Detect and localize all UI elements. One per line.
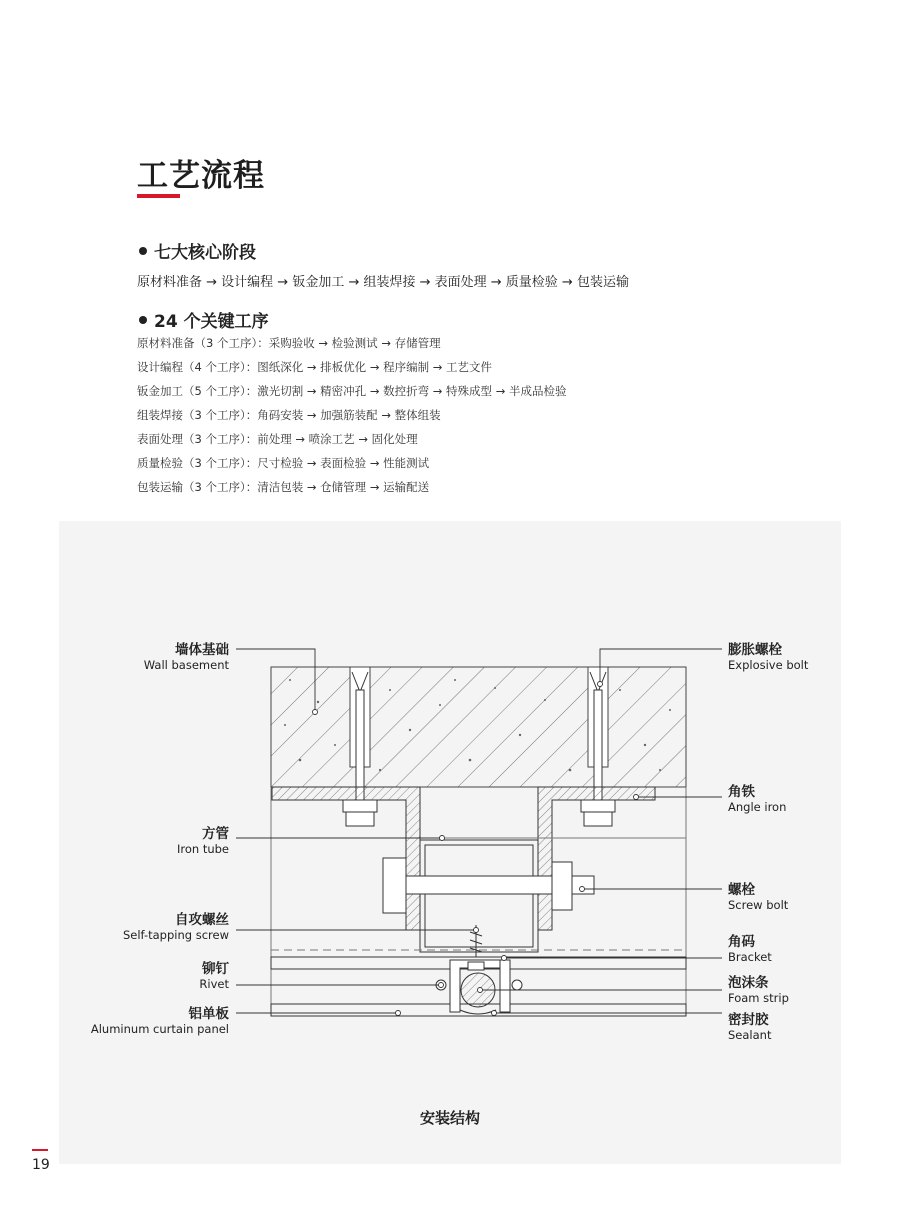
label-cn: 泡沫条 <box>728 975 769 991</box>
label-cn: 铝单板 <box>188 1006 229 1022</box>
label-cn: 方管 <box>202 826 229 842</box>
page-title: 工艺流程 <box>137 158 265 194</box>
label-cn: 螺栓 <box>728 882 755 898</box>
label-en: Iron tube <box>176 842 229 856</box>
process-step-1: 原材料准备（3 个工序）：采购验收 → 检验测试 → 存储管理 <box>137 336 441 350</box>
label-en: Screw bolt <box>728 898 789 912</box>
label-wall-basement <box>144 642 229 673</box>
label-en: Aluminum curtain panel <box>90 1022 229 1036</box>
label-en: Self-tapping screw <box>122 928 229 942</box>
label-screw-bolt <box>728 882 788 913</box>
diagram-caption: 安装结构 <box>419 1109 480 1127</box>
label-cn: 角铁 <box>728 784 755 800</box>
panel-joint-shape <box>271 957 686 1016</box>
label-foam-strip <box>728 975 789 1006</box>
stages-flow: 原材料准备 → 设计编程 → 钣金加工 → 组装焊接 → 表面处理 → 质量检验 → 包装运输 <box>137 275 629 290</box>
label-en: Rivet <box>199 977 229 991</box>
process-step-6: 质量检验（3 个工序）：尺寸检验 → 表面检验 → 性能测试 <box>137 456 430 470</box>
label-cn: 铆钉 <box>202 961 229 977</box>
process-step-7: 包装运输（3 个工序）：清洁包装 → 仓储管理 → 运输配送 <box>137 480 430 494</box>
process-step-4: 组装焊接（3 个工序）：角码安装 → 加强筋装配 → 整体组装 <box>137 408 441 422</box>
label-en: Explosive bolt <box>728 658 809 672</box>
page-number: 19 <box>32 1157 50 1173</box>
label-aluminum-panel <box>91 1006 229 1037</box>
stages-heading-text: 七大核心阶段 <box>154 243 256 263</box>
label-sealant <box>728 1012 771 1043</box>
label-rivet <box>199 961 229 992</box>
processes-heading-text: 24 个关键工序 <box>154 312 269 332</box>
label-en: Angle iron <box>728 800 787 814</box>
label-iron-tube <box>177 826 229 857</box>
label-en: Sealant <box>728 1028 772 1042</box>
label-cn: 密封胶 <box>728 1012 769 1028</box>
label-bracket <box>728 934 772 965</box>
wall-basement-shape <box>271 667 686 787</box>
process-step-5: 表面处理（3 个工序）：前处理 → 喷涂工艺 → 固化处理 <box>137 432 418 446</box>
process-step-2: 设计编程（4 个工序）：图纸深化 → 排板优化 → 程序编制 → 工艺文件 <box>137 360 493 374</box>
label-cn: 膨胀螺栓 <box>728 642 782 658</box>
label-cn: 角码 <box>728 934 755 950</box>
label-angle-iron <box>728 784 786 815</box>
label-en: Bracket <box>728 950 772 964</box>
label-en: Foam strip <box>728 991 789 1005</box>
label-en: Wall basement <box>143 658 229 672</box>
page-number-accent <box>32 1149 48 1151</box>
label-self-tapping-screw <box>123 912 229 943</box>
process-step-3: 钣金加工（5 个工序）：激光切割 → 精密冲孔 → 数控折弯 → 特殊成型 → 半成品检验 <box>137 384 567 398</box>
label-explosive-bolt <box>728 642 808 673</box>
label-cn: 墙体基础 <box>175 642 229 658</box>
label-cn: 自攻螺丝 <box>175 912 229 928</box>
